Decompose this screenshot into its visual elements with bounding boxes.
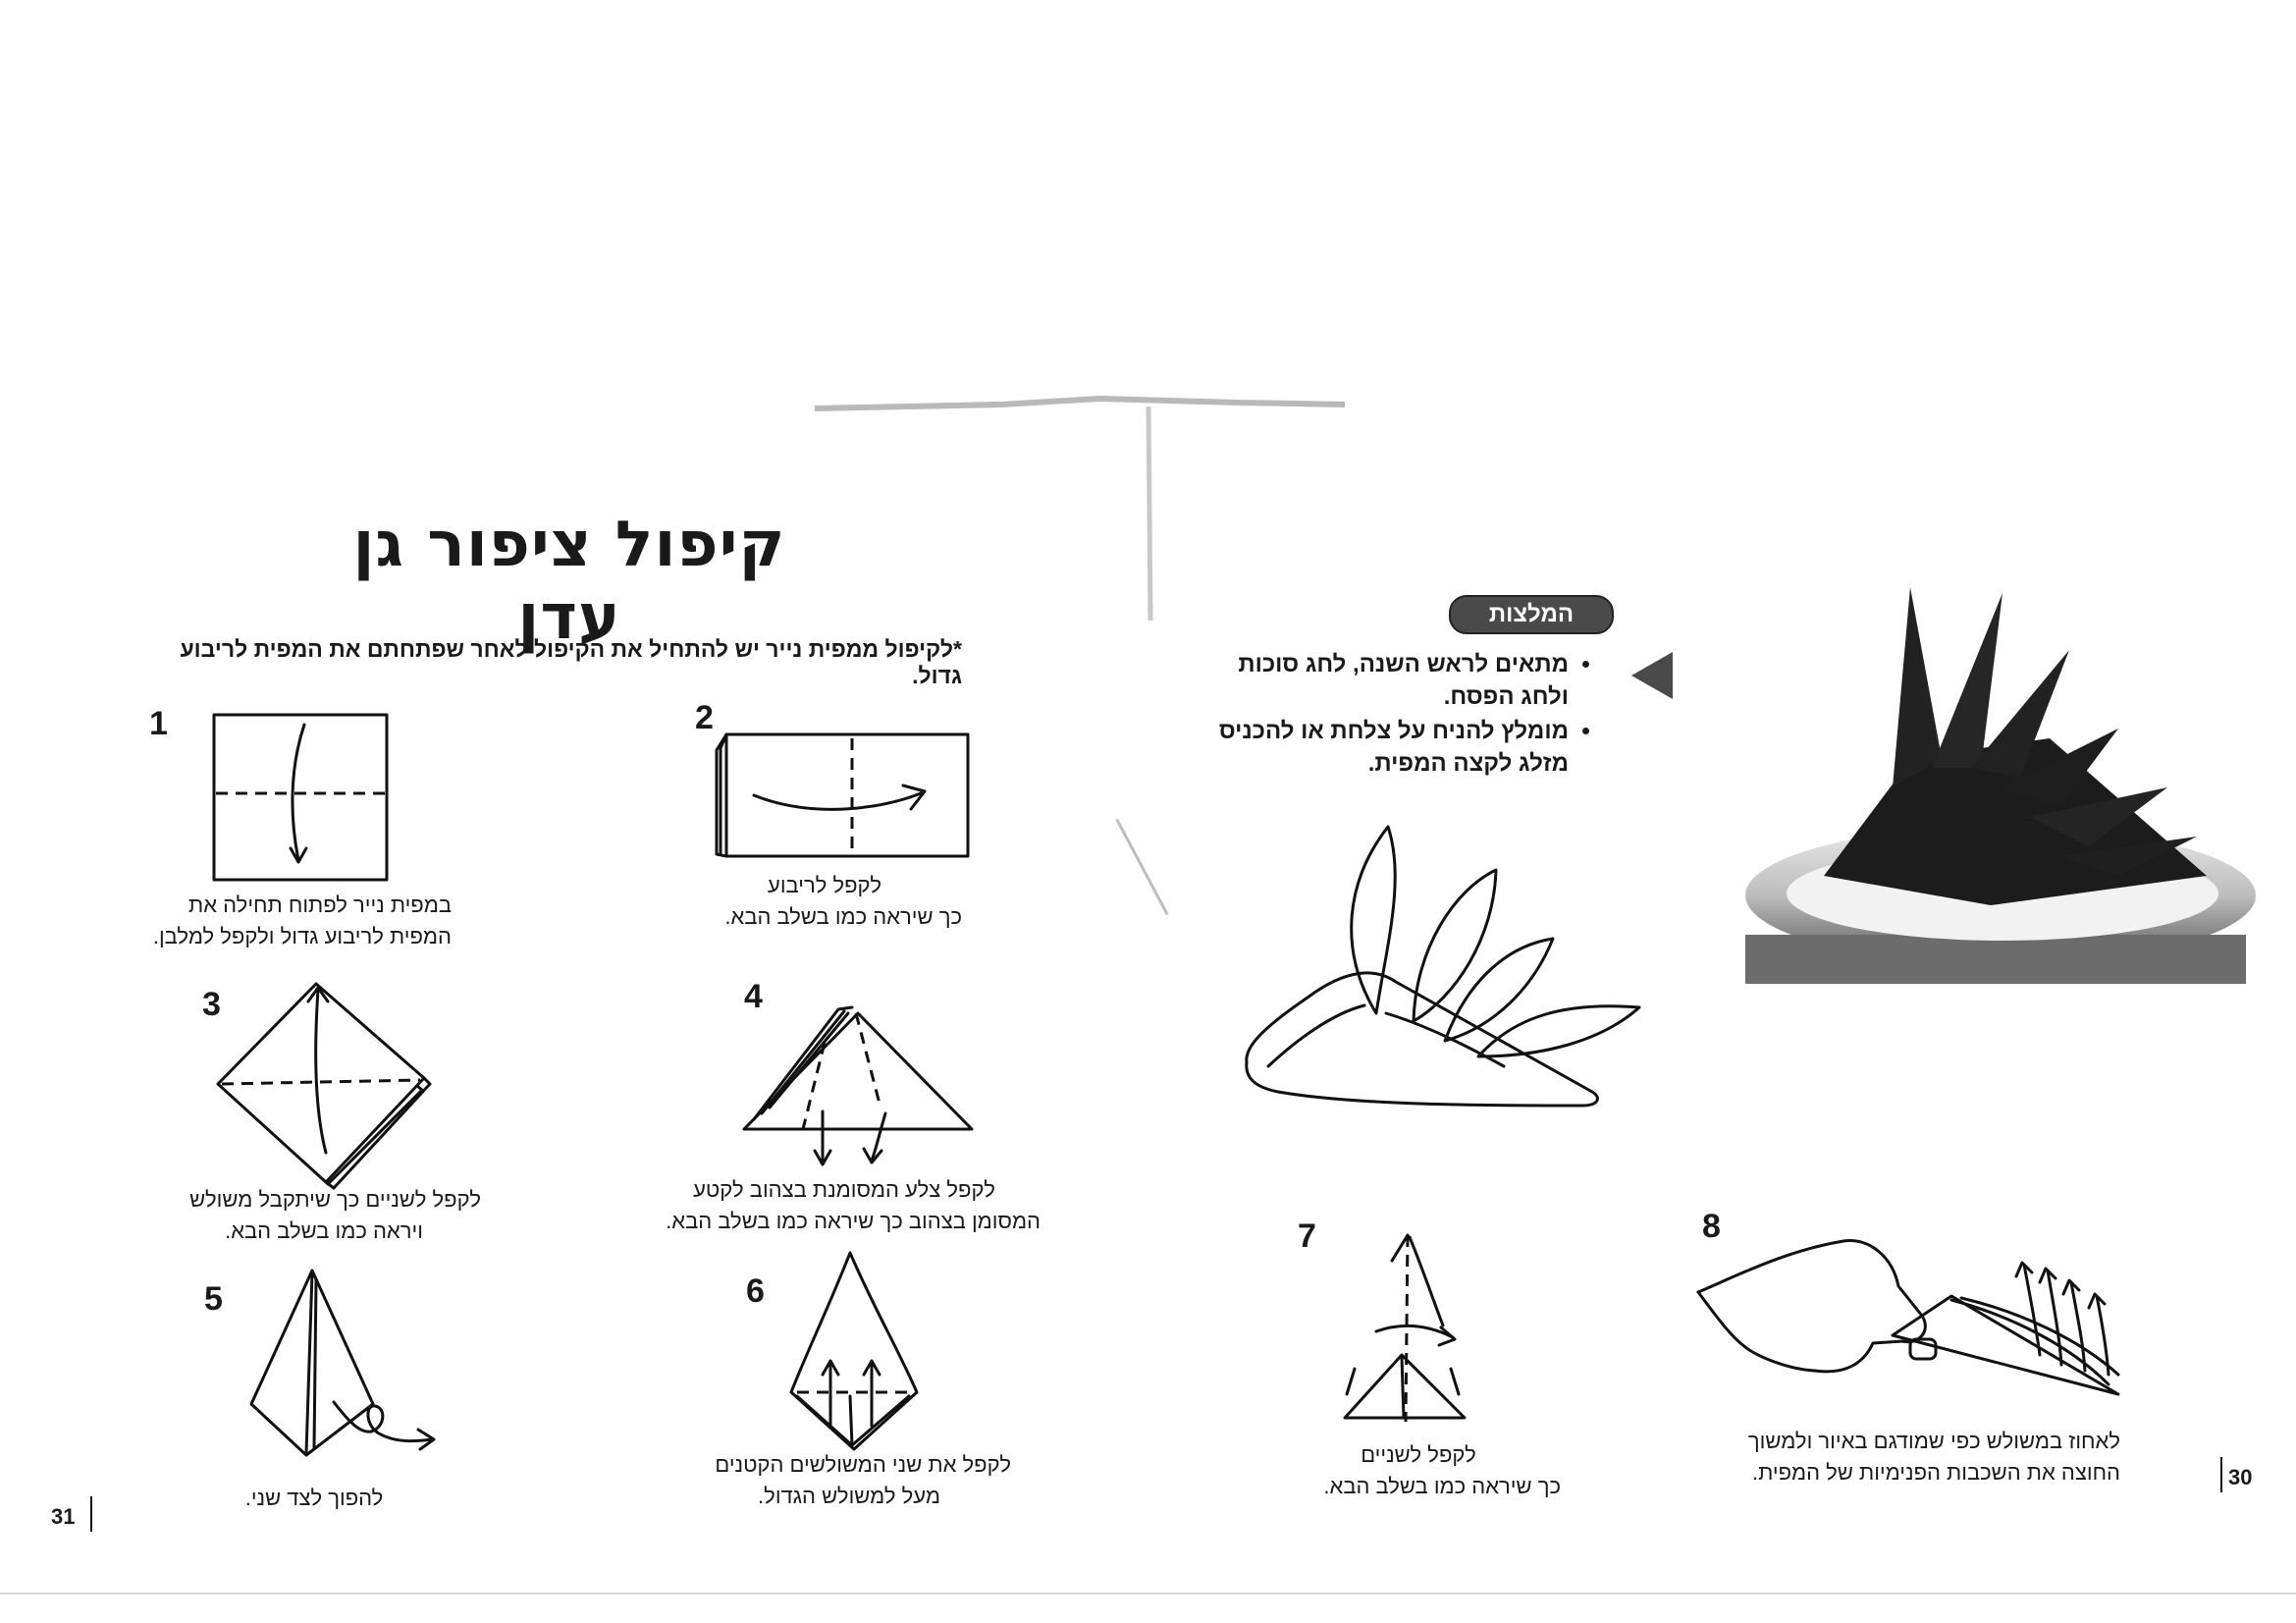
page-number-divider-right	[2220, 1457, 2222, 1492]
step-3-number: 3	[202, 986, 221, 1023]
tips-list	[1217, 648, 1590, 782]
step-7-number: 7	[1298, 1217, 1316, 1255]
step-3-caption: לקפל לשניים כך שיתקבל משולש ויראה כמו בשלב הבא.	[189, 1187, 481, 1243]
step-6-diagram	[789, 1249, 923, 1451]
step-8-number: 8	[1702, 1208, 1721, 1245]
napkin-photo	[1745, 581, 2246, 984]
step-1-number: 1	[149, 705, 168, 742]
tips-badge: המלצות	[1449, 595, 1614, 634]
step-1-caption: במפית נייר לפתוח תחילה את המפית לריבוע גדול ולקפל למלבן.	[152, 893, 452, 948]
step-2-caption: לקפל לריבוע כך שיראה כמו בשלב הבא.	[724, 873, 962, 929]
finished-bird-drawing	[1239, 821, 1651, 1115]
page-number-right: 30	[2228, 1465, 2253, 1489]
step-5-caption: להפוך לצד שני.	[244, 1486, 384, 1510]
scan-bottom-edge	[0, 1593, 2296, 1595]
step-3-diagram	[216, 980, 438, 1188]
intro-note: *לקיפול ממפית נייר יש להתחיל את הקיפול לאחר שפתחתם את המפית לריבוע גדול.	[180, 636, 962, 688]
tip-item: • מומלץ להניח על צלחת או להכניס מזלג לקצה המפית.	[1217, 715, 1569, 780]
page-title: קיפול ציפור גן עדן	[352, 509, 786, 654]
page-number-divider	[90, 1496, 92, 1532]
step-5-number: 5	[204, 1280, 223, 1318]
fold-crease-mark	[1115, 819, 1168, 916]
step-1-diagram	[212, 713, 389, 882]
step-5-diagram	[249, 1267, 442, 1459]
step-7-diagram	[1335, 1231, 1472, 1428]
step-4-caption: לקפל צלע המסומנת בצהוב לקטע המסומן בצהוב כך שיראה כמו בשלב הבא.	[666, 1177, 1041, 1233]
step-4-diagram	[742, 1005, 974, 1163]
pointer-triangle-icon	[1629, 650, 1675, 701]
page-number-left: 31	[51, 1504, 76, 1529]
step-6-number: 6	[746, 1272, 765, 1310]
step-2-number: 2	[695, 699, 714, 736]
tip-item: • מתאים לראש השנה, לחג סוכות ולחג הפסח.	[1217, 648, 1569, 713]
step-6-caption: לקפל את שני המשולשים הקטנים מעל למשולש הגדול.	[715, 1452, 1011, 1508]
step-2-diagram	[715, 730, 972, 862]
step-4-number: 4	[744, 978, 763, 1015]
step-8-diagram	[1696, 1237, 2148, 1410]
step-8-caption: לאחוז במשולש כפי שמודגם באיור ולמשוך החוצה את השכבות הפנימיות של המפית.	[1747, 1429, 2120, 1485]
center-fold-mark	[805, 389, 1355, 624]
step-7-caption: לקפל לשניים כך שיראה כמו בשלב הבא.	[1323, 1442, 1561, 1498]
